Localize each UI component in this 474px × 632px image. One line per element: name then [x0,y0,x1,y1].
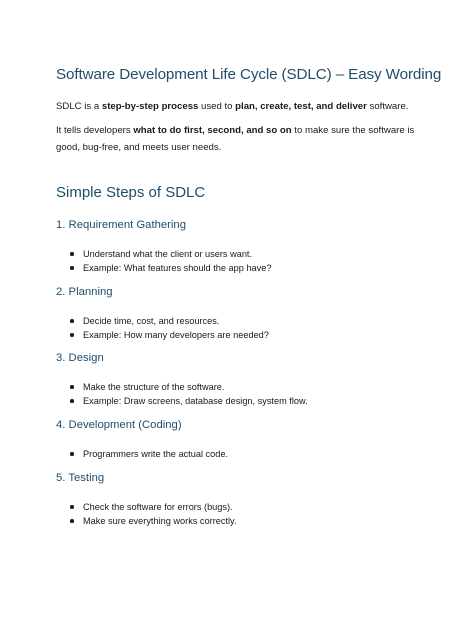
intro2-bold-1: what to do first, second, and so on [133,125,292,136]
bullet-list [70,247,420,275]
step-title: 4. Development (Coding) [56,419,182,431]
step-design [56,352,426,406]
document-title: Software Development Life Cycle (SDLC) – Easy Wording [56,66,442,83]
step-requirement-gathering [56,219,426,273]
list-item: Example: Draw screens, database design, system flow. [70,394,420,408]
list-item: Check the software for errors (bugs). [70,500,420,514]
intro2-text-1: It tells developers [56,125,134,136]
step-title: 5. Testing [56,472,105,484]
intro1-text-1: SDLC is a [56,101,102,112]
list-item: Programmers write the actual code. [70,447,420,461]
intro1-bold-1: step-by-step process [101,101,199,112]
intro1-text-3: software. [366,101,409,112]
step-development [56,419,426,459]
list-item: Make sure everything works correctly. [70,514,420,528]
intro1-text-2: used to [198,101,236,112]
intro2-text-2: to make sure the software is good, bug-free, and meets user needs. [56,125,415,153]
list-item: Example: What features should the app have? [70,261,420,275]
bullet-list [70,380,420,408]
step-title: 2. Planning [56,286,113,298]
list-item: Make the structure of the software. [70,380,420,394]
step-planning [56,286,426,340]
section-heading: Simple Steps of SDLC [56,184,206,201]
intro-paragraph-1 [56,98,426,115]
list-item: Decide time, cost, and resources. [70,314,420,328]
list-item: Understand what the client or users want. [70,247,420,261]
bullet-list [70,500,420,528]
intro1-bold-2: plan, create, test, and deliver [235,101,367,112]
intro-paragraph-2 [56,122,426,156]
bullet-list [70,447,420,461]
list-item: Example: How many developers are needed? [70,328,420,342]
step-title: 3. Design [56,352,104,364]
step-testing [56,472,426,526]
step-title: 1. Requirement Gathering [56,219,186,231]
bullet-list [70,314,420,342]
